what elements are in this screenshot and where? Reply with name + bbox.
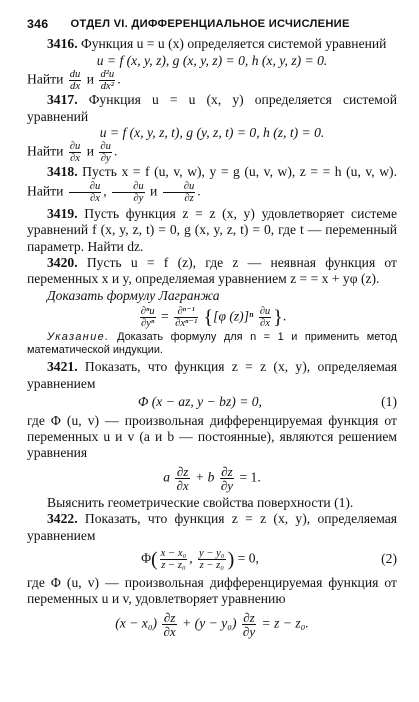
equation-number: (2) bbox=[381, 551, 397, 567]
problem-3421 bbox=[27, 359, 397, 392]
problem-text-2: где Φ (u, v) — произвольная дифференцируемая функция от переменных u и v (a и b — постоянные), являются решением уравнения bbox=[27, 412, 397, 461]
problem-3422 bbox=[27, 511, 397, 544]
numerator: ∂z bbox=[163, 609, 176, 625]
denominator: ∂x bbox=[176, 477, 189, 493]
problem-text: Пусть функция z = z (x, y) удовлетворяет системе уравнений f (x, y, z, t) = 0, g (x, y, z, t) = 0, где t — переменный параметр. Найти dz. bbox=[27, 205, 397, 254]
section-title: ОТДЕЛ VI. ДИФФЕРЕНЦИАЛЬНОЕ ИСЧИСЛЕНИЕ bbox=[70, 18, 350, 30]
numerator: ∂u bbox=[112, 181, 145, 193]
find-word: Найти bbox=[27, 71, 64, 87]
problem-3419 bbox=[27, 206, 397, 255]
denominator: ∂z bbox=[184, 192, 194, 204]
equation-rhs: = z − z₀. bbox=[261, 615, 309, 631]
phi-symbol: Φ bbox=[141, 550, 151, 566]
equation-row bbox=[27, 394, 397, 410]
denominator: ∂x bbox=[163, 623, 176, 639]
numerator: ∂z bbox=[176, 463, 189, 479]
denominator: z − z₀ bbox=[199, 559, 224, 571]
period: . bbox=[117, 71, 121, 87]
problem-number: 3421. bbox=[47, 359, 78, 375]
problem-text: Пусть x = f (u, v, w), y = g (u, v, w), z = = h (u, v, w). Найти bbox=[27, 164, 397, 199]
problem-3418: 3418. Пусть x = f (u, v, w), y = g (u, v, w), z = = h (u, v, w). Найти $\frac{\partial u}{\partial x}$ , $\frac{\partial u}{\partial y}$ и $\frac{\partial u}{\partial z}$ . bbox=[27, 164, 397, 204]
left-brace: { bbox=[203, 306, 214, 329]
numerator: ∂z bbox=[221, 463, 233, 479]
denominator: ∂yⁿ bbox=[141, 318, 155, 330]
left-paren: ( bbox=[151, 548, 158, 571]
problem-text-2: где Φ (u, v) — произвольная дифференцируемая функция от переменных u и v, удовлетворяет уравнению bbox=[27, 574, 397, 607]
problem-number: 3416. bbox=[47, 36, 78, 52]
denominator: dx bbox=[70, 81, 81, 93]
fraction bbox=[162, 611, 176, 638]
equation bbox=[27, 548, 373, 571]
hint-label: Указание. bbox=[47, 331, 110, 344]
comma: , bbox=[189, 550, 193, 566]
fraction bbox=[69, 181, 102, 204]
period: . bbox=[282, 308, 287, 324]
find-line bbox=[27, 141, 397, 164]
hint bbox=[27, 331, 397, 357]
denominator: ∂y bbox=[242, 623, 256, 639]
problem-number: 3422. bbox=[47, 511, 78, 527]
problem-3416 bbox=[27, 36, 397, 52]
denominator: ∂y bbox=[220, 477, 234, 493]
right-paren: ) bbox=[227, 548, 235, 571]
problem-text: Функция u = u (x) определяется системой уравнений bbox=[81, 36, 387, 52]
numerator: ∂u bbox=[259, 306, 271, 318]
numerator: x − x₀ bbox=[160, 547, 187, 559]
denominator: z − z₀ bbox=[161, 559, 186, 571]
equation: Φ (x − az, y − bz) = 0, bbox=[138, 394, 262, 410]
fraction bbox=[140, 306, 156, 329]
conjunction: и bbox=[150, 183, 158, 199]
problem-text: Показать, что функция z = z (x, y), определяемая уравнением bbox=[27, 359, 397, 391]
denominator: ∂x bbox=[259, 318, 270, 330]
fraction bbox=[174, 306, 198, 329]
fraction bbox=[99, 69, 115, 92]
conjunction: и bbox=[86, 144, 94, 160]
equation bbox=[27, 611, 397, 638]
lagrange-formula bbox=[27, 306, 397, 329]
problem-number: 3419. bbox=[47, 205, 78, 221]
problem-number: 3420. bbox=[47, 255, 78, 271]
find-line bbox=[27, 69, 397, 92]
period: . bbox=[113, 144, 118, 160]
fraction bbox=[259, 306, 272, 329]
running-header bbox=[27, 16, 397, 32]
numerator: du bbox=[69, 69, 81, 81]
denominator: ∂y bbox=[100, 153, 111, 165]
fraction bbox=[220, 465, 234, 492]
plus-term: + b bbox=[195, 469, 215, 485]
numerator: ∂ⁿu bbox=[140, 306, 155, 318]
equation-rhs: = 1. bbox=[239, 469, 261, 485]
equation bbox=[27, 465, 397, 492]
problem-3420 bbox=[27, 255, 397, 288]
problem-3417 bbox=[27, 92, 397, 125]
denominator: ∂x bbox=[70, 153, 80, 165]
coefficient: a bbox=[163, 469, 171, 485]
denominator: dx² bbox=[100, 81, 114, 93]
equation: u = f (x, y, z), g (x, y, z) = 0, h (x, y, z) = 0. bbox=[96, 52, 328, 68]
numerator: d²u bbox=[100, 69, 115, 81]
problem-text: Пусть u = f (z), где z — неявная функция от переменных x и y, определяемая уравнением z = = x + yφ (z). bbox=[27, 255, 397, 287]
fraction bbox=[99, 141, 112, 164]
denominator: ∂xⁿ⁻¹ bbox=[175, 318, 198, 330]
problem-text: Показать, что функция z = z (x, y), определяемая уравнением bbox=[27, 511, 397, 543]
numerator: ∂u bbox=[163, 181, 196, 193]
find-word: Найти bbox=[27, 144, 64, 160]
fraction bbox=[198, 548, 226, 571]
problem-number: 3418. bbox=[47, 164, 78, 180]
equation-row bbox=[27, 548, 397, 571]
conjunction: и bbox=[86, 71, 95, 87]
numerator: ∂ⁿ⁻¹ bbox=[174, 306, 198, 318]
numerator: ∂u bbox=[69, 181, 102, 193]
fraction bbox=[242, 611, 256, 638]
denominator: ∂y bbox=[133, 192, 144, 204]
term: (x − x₀) bbox=[115, 615, 158, 631]
numerator: ∂z bbox=[243, 609, 255, 625]
page-number: 346 bbox=[27, 17, 49, 31]
numerator: ∂u bbox=[100, 141, 111, 153]
numerator: ∂u bbox=[69, 141, 81, 153]
prove-line: Доказать формулу Лагранжа bbox=[47, 287, 220, 303]
problem-number: 3417. bbox=[47, 92, 78, 108]
equals-sign: = bbox=[161, 308, 169, 324]
problem-text-3: Выяснить геометрические свойства поверхности (1). bbox=[47, 494, 354, 510]
problem-text: Функция u = u (x, y) определяется системой уравнений bbox=[27, 92, 397, 124]
numerator: y − y₀ bbox=[199, 547, 225, 559]
equation-number: (1) bbox=[381, 394, 397, 410]
plus-term: + (y − y₀) bbox=[182, 615, 237, 631]
fraction bbox=[112, 181, 145, 204]
period: . bbox=[197, 183, 201, 199]
equation: u = f (x, y, z, t), g (y, z, t) = 0, h (z, t) = 0. bbox=[99, 125, 325, 141]
fraction bbox=[160, 548, 188, 571]
right-brace: } bbox=[273, 306, 283, 329]
fraction bbox=[69, 69, 82, 92]
fraction bbox=[175, 465, 189, 492]
denominator: ∂x bbox=[90, 192, 100, 204]
equation-rhs: = 0, bbox=[237, 550, 259, 566]
fraction bbox=[163, 181, 196, 204]
hint-text: Доказать формулу для n = 1 и применить метод математической индукции. bbox=[27, 331, 398, 357]
brace-content: [φ (z)]ⁿ bbox=[213, 308, 254, 324]
fraction bbox=[69, 141, 82, 164]
